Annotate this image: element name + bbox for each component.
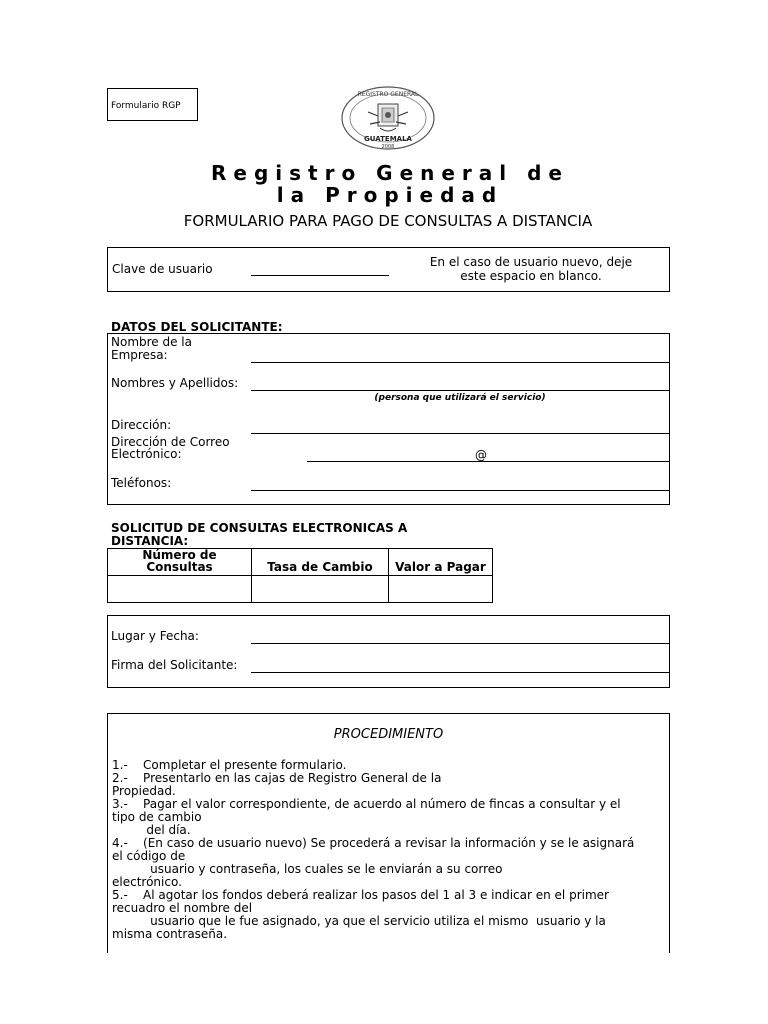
user-key-note-line1: En el caso de usuario nuevo, deje [429,255,633,269]
applicant-box [107,333,670,505]
email-label-1: Dirección de Correo [111,435,230,449]
form-id-box [107,88,198,121]
procedure-line: 4.- (En caso de usuario nuevo) Se procederá a revisar la información y se le asignará [112,836,635,850]
email-at-sign: @ [475,448,487,462]
svg-text:REGISTRO GENERAL: REGISTRO GENERAL [357,91,419,98]
col-header-amount: Valor a Pagar [395,560,486,574]
org-title-clip [200,158,580,207]
company-field[interactable] [251,362,669,363]
rate-cell-input[interactable] [252,576,388,602]
procedure-line: Propiedad. [112,784,176,798]
procedure-line: tipo de cambio [112,810,202,824]
form-title: FORMULARIO PARA PAGO DE CONSULTAS A DISTANCIA [183,212,593,230]
procedure-line: usuario y contraseña, los cuales se le enviarán a su correo [112,862,503,876]
email-label-2: Electrónico: [111,447,182,461]
svg-text:GUATEMALA: GUATEMALA [364,135,412,143]
procedure-line: misma contraseña. [112,927,228,941]
company-label-2: Empresa: [111,348,168,362]
procedure-line: el código de [112,849,186,863]
procedure-line: 2.- Presentarlo en las cajas de Registro General de la [112,771,442,785]
procedure-line: del día. [112,823,191,837]
phones-label: Teléfonos: [111,476,172,490]
place-date-field[interactable] [251,643,669,644]
amount-cell-input[interactable] [389,576,492,602]
signature-label: Firma del Solicitante: [111,658,238,672]
signature-box [107,615,670,688]
address-label: Dirección: [111,418,172,432]
procedure-line: 5.- Al agotar los fondos deberá realizar los pasos del 1 al 3 e indicar en el primer [112,888,609,902]
user-key-field[interactable] [251,275,389,276]
procedure-lines [112,759,668,941]
email-field[interactable] [307,461,669,462]
queries-cell-input[interactable] [108,576,251,602]
procedure-line: 3.- Pagar el valor correspondiente, de acuerdo al número de fincas a consultar y el [112,797,621,811]
place-date-label: Lugar y Fecha: [111,629,199,643]
org-title: Registro General de la Propiedad [210,161,569,207]
names-note: (persona que utilizará el servicio) [374,393,546,403]
phones-field[interactable] [251,490,669,491]
procedure-line: electrónico. [112,875,182,889]
user-key-label: Clave de usuario [112,262,213,276]
col-header-queries-2: Consultas [146,560,213,574]
request-section-title-1: SOLICITUD DE CONSULTAS ELECTRONICAS A [111,521,408,535]
company-label-1: Nombre de la [111,335,192,349]
applicant-section-title: DATOS DEL SOLICITANTE: [111,320,283,334]
signature-field[interactable] [251,672,669,673]
procedure-line: usuario que le fue asignado, ya que el servicio utiliza el mismo usuario y la [112,914,606,928]
names-label: Nombres y Apellidos: [111,376,239,390]
seal-caption [338,152,438,153]
form-id-label: Formulario RGP [111,101,181,111]
col-header-queries-1: Número de [142,548,217,562]
user-key-note-line2: este espacio en blanco. [460,269,602,283]
svg-text:2008: 2008 [381,144,395,150]
names-field[interactable] [251,390,669,391]
procedure-title: PROCEDIMIENTO [333,727,444,742]
procedure-line: recuadro el nombre del [112,901,253,915]
request-section-title-2: DISTANCIA: [111,534,189,548]
form-id-box-right-edge [197,88,198,121]
government-seal [338,84,438,152]
address-field[interactable] [251,433,669,434]
procedure-line: 1.- Completar el presente formulario. [112,758,347,772]
col-header-rate: Tasa de Cambio [267,560,373,574]
